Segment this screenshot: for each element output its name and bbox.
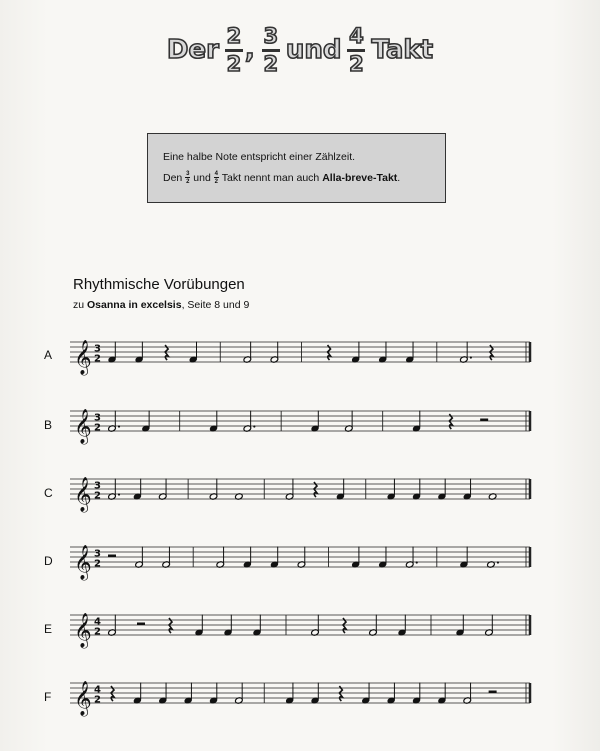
- time-signature-bottom: 2: [94, 558, 101, 570]
- time-signature-bottom: 2: [94, 694, 101, 706]
- time-signature-top: 3: [94, 548, 101, 560]
- info-line-1: Eine halbe Note entspricht einer Zählzeit.: [163, 150, 356, 163]
- fraction-numerator: 3: [263, 23, 279, 48]
- treble-clef-icon: 𝄞: [74, 477, 92, 512]
- treble-clef-icon: 𝄞: [74, 409, 92, 444]
- subtitle-suffix: , Seite 8 und 9: [181, 299, 250, 311]
- time-signature-top: 4: [94, 616, 101, 628]
- fraction-denominator: 2: [226, 51, 242, 76]
- info-text-alla-breve: Alla-breve-Takt: [322, 171, 398, 184]
- exercise-letter-a: A: [44, 348, 53, 362]
- info-text-mid: Takt nennt man auch: [221, 171, 320, 184]
- time-signature-top: 3: [94, 343, 101, 355]
- fraction-numerator: 4: [349, 23, 364, 48]
- exercise-letter-d: D: [44, 554, 53, 568]
- time-signature-top: 3: [94, 480, 101, 492]
- title-comma: ,: [244, 35, 255, 65]
- dot-icon: [253, 425, 255, 427]
- time-signature-bottom: 2: [94, 422, 101, 434]
- treble-clef-icon: 𝄞: [74, 681, 92, 716]
- fraction-numerator: 2: [226, 23, 242, 48]
- half-rest-icon: [137, 623, 145, 626]
- half-rest-icon: [108, 555, 116, 558]
- fraction-denominator: 2: [349, 51, 364, 76]
- info-text-period: .: [397, 171, 401, 184]
- exercise-letter-e: E: [44, 622, 53, 636]
- section-heading: Rhythmische Vorübungen: [73, 276, 245, 293]
- time-signature-bottom: 2: [94, 490, 101, 502]
- exercise-letter-f: F: [44, 690, 52, 704]
- title-word-der: Der: [166, 35, 219, 65]
- time-signature-top: 4: [94, 684, 101, 696]
- fraction-denominator: 2: [214, 178, 218, 185]
- fraction-denominator: 2: [186, 178, 190, 185]
- fraction-denominator: 2: [263, 51, 279, 76]
- title-word-und: und: [285, 35, 342, 65]
- time-signature-top: 3: [94, 412, 101, 424]
- dot-icon: [118, 425, 120, 427]
- dot-icon: [497, 561, 499, 563]
- title-word-takt: Takt: [371, 35, 434, 65]
- exercise-letter-c: C: [44, 486, 53, 500]
- half-rest-icon: [480, 419, 488, 422]
- subtitle-piece-title: Osanna in excelsis: [87, 299, 182, 311]
- dot-icon: [416, 561, 418, 563]
- fraction-numerator: 3: [186, 170, 190, 177]
- treble-clef-icon: 𝄞: [74, 613, 92, 648]
- treble-clef-icon: 𝄞: [74, 545, 92, 580]
- half-rest-icon: [489, 691, 497, 694]
- subtitle-prefix: zu: [73, 299, 85, 311]
- time-signature-bottom: 2: [94, 353, 101, 365]
- info-text-den: Den: [163, 171, 183, 184]
- exercise-letter-b: B: [44, 418, 53, 432]
- fraction-numerator: 4: [214, 170, 218, 177]
- info-text-und: und: [193, 171, 211, 184]
- treble-clef-icon: 𝄞: [74, 340, 92, 375]
- dot-icon: [470, 356, 472, 358]
- time-signature-bottom: 2: [94, 626, 101, 638]
- dot-icon: [118, 493, 120, 495]
